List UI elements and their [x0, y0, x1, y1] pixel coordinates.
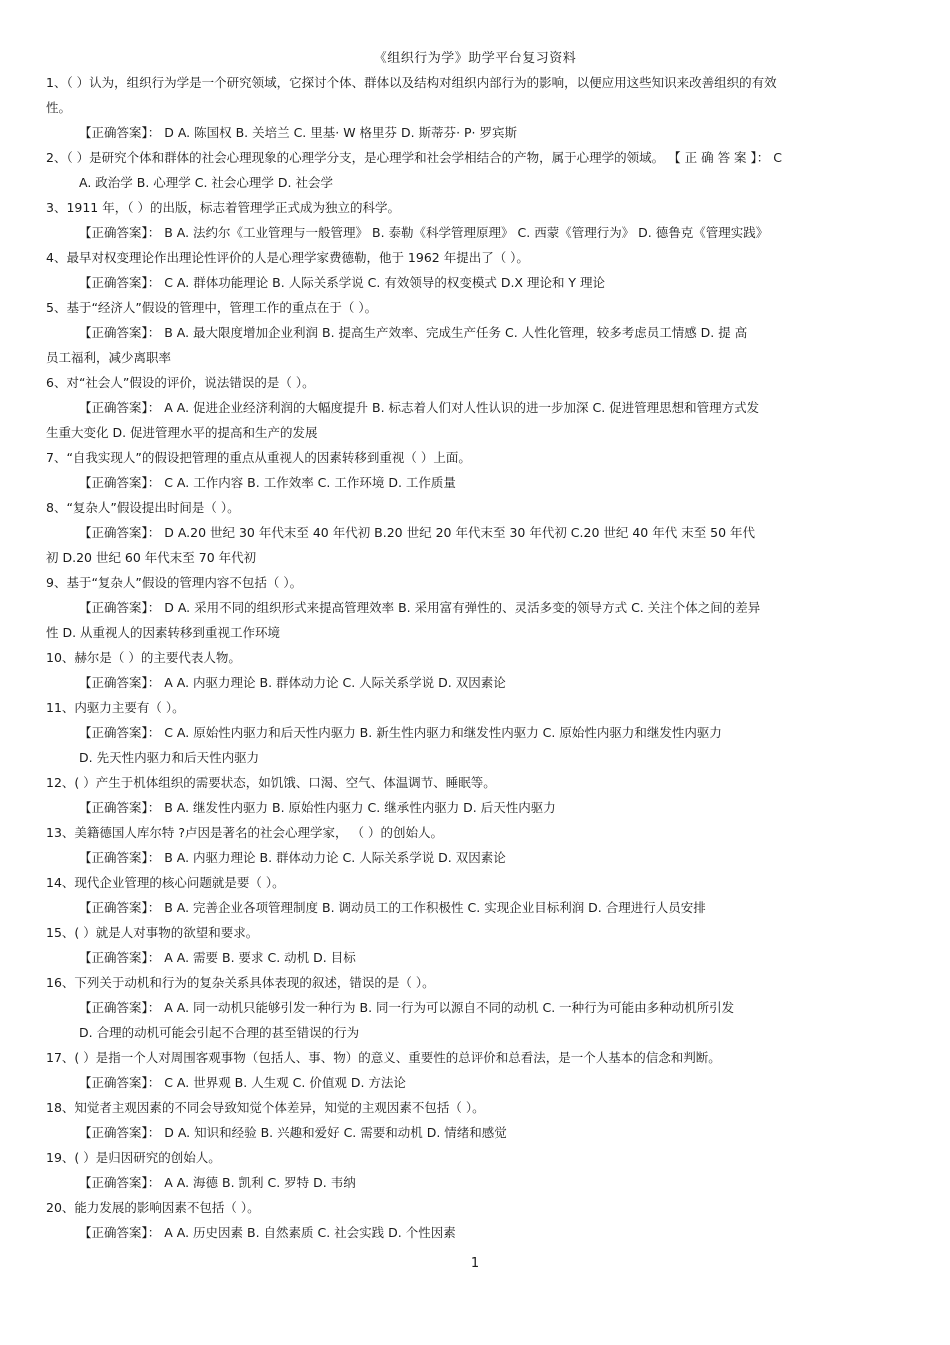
question-line: 11、内驱力主要有（ ）。 [46, 700, 185, 715]
answer-line: 【正确答案】： A A. 同一动机只能够引发一种行为 B. 同一行为可以源自不同的动机 C. 一种行为可能由多种动机所引发 [79, 1000, 735, 1015]
answer-line: 【正确答案】： D A.20 世纪 30 年代末至 40 年代初 B.20 世纪 20 年代末至 30 年代初 C.20 世纪 40 年代 末至 50 年代 [79, 525, 756, 540]
page-number: 1 [470, 1256, 480, 1271]
answer-continuation: 生重大变化 D. 促进管理水平的提高和生产的发展 [46, 425, 318, 440]
answer-line: 【正确答案】： C A. 世界观 B. 人生观 C. 价值观 D. 方法论 [79, 1075, 406, 1090]
question-line: 6、对“社会人”假设的评价，说法错误的是（ ）。 [46, 375, 315, 390]
question-line: 12、( ）产生于机体组织的需要状态，如饥饿、口渴、空气、体温调节、睡眠等。 [46, 775, 496, 790]
answer-line: 【正确答案】： C A. 原始性内驱力和后天性内驱力 B. 新生性内驱力和继发性内驱力 C. 原始性内驱力和继发性内驱力 [79, 725, 722, 740]
question-line: 7、“自我实现人”的假设把管理的重点从重视人的因素转移到重视（ ）上面。 [46, 450, 471, 465]
answer-line: 【正确答案】： D A. 知识和经验 B. 兴趣和爱好 C. 需要和动机 D. 情绪和感觉 [79, 1125, 507, 1140]
question-line: 9、基于“复杂人”假设的管理内容不包括（ ）。 [46, 575, 303, 590]
answer-continuation: D. 合理的动机可能会引起不合理的甚至错误的行为 [79, 1025, 360, 1040]
document-title: 《组织行为学》助学平台复习资料 [373, 51, 577, 66]
answer-options-line: A. 政治学 B. 心理学 C. 社会心理学 D. 社会学 [79, 175, 333, 190]
question-line: 13、美籍德国人库尔特 ?卢因是著名的社会心理学家， （ ）的创始人。 [46, 825, 443, 840]
answer-line: 【正确答案】： A A. 历史因素 B. 自然素质 C. 社会实践 D. 个性因素 [79, 1225, 456, 1240]
question-line: 16、下列关于动机和行为的复杂关系具体表现的叙述，错误的是（ ）。 [46, 975, 435, 990]
answer-line: 【正确答案】： B A. 继发性内驱力 B. 原始性内驱力 C. 继承性内驱力 D. 后天性内驱力 [79, 800, 556, 815]
answer-line: 【正确答案】： A A. 促进企业经济利润的大幅度提升 B. 标志着人们对人性认识的进一步加深 C. 促进管理思想和管理方式发 [79, 400, 760, 415]
answer-line: 【正确答案】： D A. 采用不同的组织形式来提高管理效率 B. 采用富有弹性的、灵活多变的领导方式 C. 关注个体之间的差异 [79, 600, 761, 615]
answer-continuation: 员工福利，减少离职率 [46, 350, 172, 365]
answer-line: 【正确答案】： A A. 需要 B. 要求 C. 动机 D. 目标 [79, 950, 356, 965]
answer-line: 【正确答案】： C A. 群体功能理论 B. 人际关系学说 C. 有效领导的权变模式 D.X 理论和 Y 理论 [79, 275, 606, 290]
answer-line: 【正确答案】： B A. 最大限度增加企业利润 B. 提高生产效率、完成生产任务 C. 人性化管理，较多考虑员工情感 D. 提 高 [79, 325, 748, 340]
question-line: 4、最早对权变理论作出理论性评价的人是心理学家费德勒，他于 1962 年提出了（ ）。 [46, 250, 529, 265]
question-line: 18、知觉者主观因素的不同会导致知觉个体差异，知觉的主观因素不包括（ ）。 [46, 1100, 485, 1115]
question-line: 8、“复杂人”假设提出时间是（ ）。 [46, 500, 240, 515]
question-line: 14、现代企业管理的核心问题就是要（ ）。 [46, 875, 285, 890]
question-line: 19、( ）是归因研究的创始人。 [46, 1150, 221, 1165]
answer-continuation: 性 D. 从重视人的因素转移到重视工作环境 [46, 625, 281, 640]
question-line: 3、1911 年，（ ）的出版，标志着管理学正式成为独立的科学。 [46, 200, 400, 215]
answer-line: 【正确答案】： C A. 工作内容 B. 工作效率 C. 工作环境 D. 工作质量 [79, 475, 456, 490]
answer-line: 【正确答案】： B A. 法约尔《工业管理与一般管理》 B. 泰勒《科学管理原理》 C. 西蒙《管理行为》 D. 德鲁克《管理实践》 [79, 225, 769, 240]
answer-line: 【正确答案】： B A. 完善企业各项管理制度 B. 调动员工的工作积极性 C. 实现企业目标利润 D. 合理进行人员安排 [79, 900, 706, 915]
question-line: 1、（ ）认为，组织行为学是一个研究领域，它探讨个体、群体以及结构对组织内部行为的影响，以便应用这些知识来改善组织的有效 [46, 75, 777, 90]
question-continuation: 性。 [46, 100, 72, 115]
question-line: 15、( ）就是人对事物的欲望和要求。 [46, 925, 259, 940]
question-line: 20、能力发展的影响因素不包括（ ）。 [46, 1200, 260, 1215]
answer-line: 【正确答案】： B A. 内驱力理论 B. 群体动力论 C. 人际关系学说 D. 双因素论 [79, 850, 506, 865]
answer-continuation: D. 先天性内驱力和后天性内驱力 [79, 750, 260, 765]
answer-line: 【正确答案】： A A. 海德 B. 凯利 C. 罗特 D. 韦纳 [79, 1175, 356, 1190]
question-line: 10、赫尔是（ ）的主要代表人物。 [46, 650, 241, 665]
answer-line: 【正确答案】： A A. 内驱力理论 B. 群体动力论 C. 人际关系学说 D. 双因素论 [79, 675, 506, 690]
question-line: 2、（ ）是研究个体和群体的社会心理现象的心理学分支，是心理学和社会学相结合的产物，属于心理学的领域。 【 正 确 答 案 】： C [46, 150, 782, 165]
answer-line: 【正确答案】： D A. 陈国权 B. 关培兰 C. 里基· W 格里芬 D. 斯蒂芬· P· 罗宾斯 [79, 125, 518, 140]
answer-continuation: 初 D.20 世纪 60 年代末至 70 年代初 [46, 550, 257, 565]
question-line: 17、( ）是指一个人对周围客观事物（包括人、事、物）的意义、重要性的总评价和总看法，是一个人基本的信念和判断。 [46, 1050, 721, 1065]
question-line: 5、基于“经济人”假设的管理中，管理工作的重点在于（ ）。 [46, 300, 378, 315]
